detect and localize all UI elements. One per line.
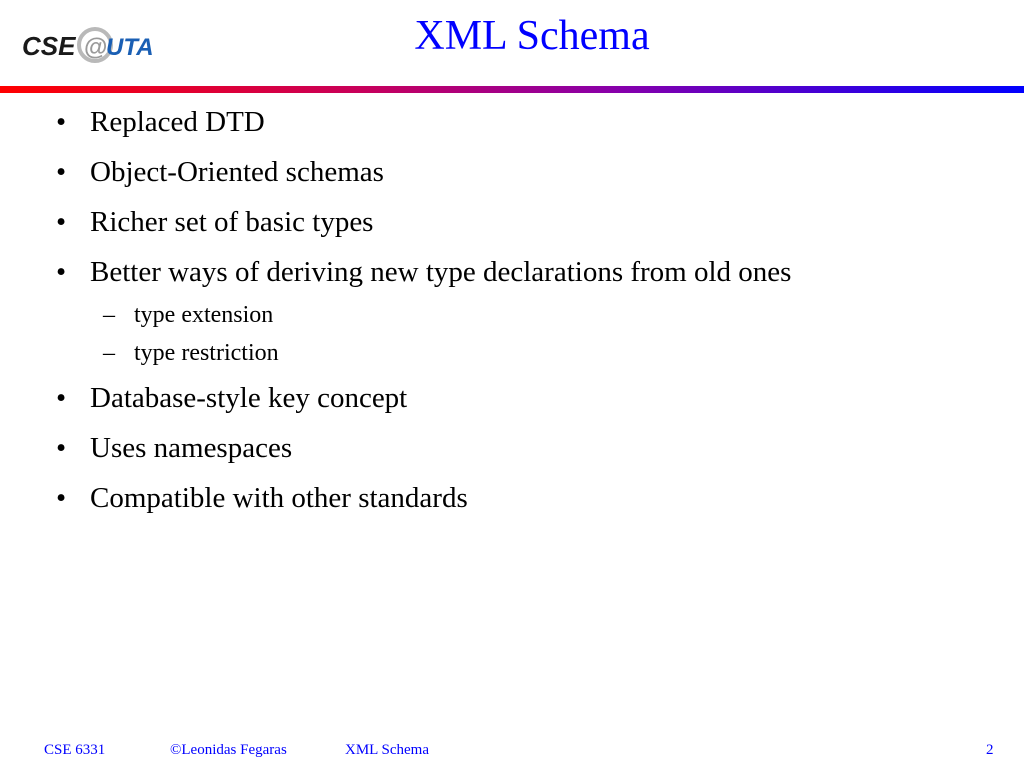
bullet-item (0, 204, 791, 240)
bullet-text: Better ways of deriving new type declarations from old ones (90, 256, 792, 288)
logo-at-symbol: @ (84, 34, 108, 61)
sub-bullet-text: type extension (134, 302, 274, 328)
bullet-text: Compatible with other standards (90, 482, 468, 514)
sub-bullet-marker: – (103, 302, 115, 328)
sub-bullet-marker: – (103, 340, 115, 366)
bullet-marker: • (56, 256, 67, 288)
logo-uta-text: UTA (106, 34, 154, 61)
bullet-text: Richer set of basic types (90, 206, 374, 238)
bullet-text: Replaced DTD (90, 106, 265, 138)
sub-bullet-item (0, 338, 791, 368)
footer-course: CSE 6331 (44, 742, 106, 758)
bullet-text: Database-style key concept (90, 382, 408, 414)
bullet-marker: • (56, 156, 67, 188)
bullet-marker: • (56, 482, 67, 514)
bullet-item (0, 154, 791, 190)
bullet-text: Uses namespaces (90, 432, 293, 464)
bullet-text: Object-Oriented schemas (90, 156, 384, 188)
bullet-list (0, 104, 791, 530)
footer-topic: XML Schema (345, 742, 430, 758)
footer-author: ©Leonidas Fegaras (170, 742, 287, 758)
title-divider (0, 86, 1024, 93)
bullet-marker: • (56, 432, 67, 464)
logo-cse-text: CSE (22, 31, 76, 61)
bullet-marker: • (56, 382, 67, 414)
sub-bullet-item (0, 300, 791, 330)
slide-title: XML Schema (414, 13, 650, 59)
bullet-item (0, 254, 791, 290)
bullet-item (0, 104, 791, 140)
bullet-item (0, 480, 791, 516)
bullet-marker: • (56, 206, 67, 238)
sub-bullet-text: type restriction (134, 340, 279, 366)
footer-page-number: 2 (986, 742, 994, 758)
bullet-item (0, 430, 791, 466)
bullet-marker: • (56, 106, 67, 138)
bullet-item (0, 380, 791, 416)
